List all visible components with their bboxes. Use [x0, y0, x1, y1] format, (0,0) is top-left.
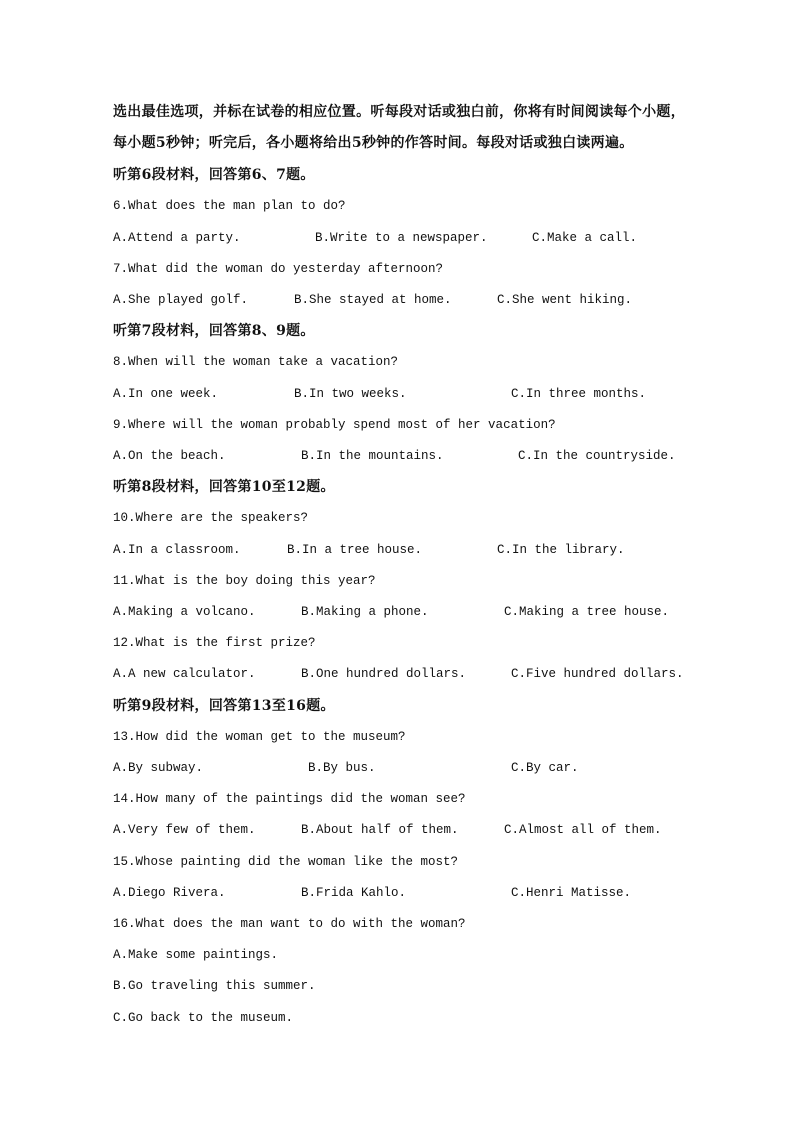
q8-option-c: C.In three months.: [511, 387, 647, 401]
question-12: 12.What is the first prize?: [113, 636, 316, 650]
q7-option-a: A.She played golf.: [113, 293, 249, 307]
q13-option-a: A.By subway.: [113, 761, 204, 775]
q15-option-a: A.Diego Rivera.: [113, 886, 226, 900]
q13-option-c: C.By car.: [511, 761, 579, 775]
q14-option-a: A.Very few of them.: [113, 823, 256, 837]
question-14: 14.How many of the paintings did the woman see?: [113, 792, 466, 806]
q15-option-c: C.Henri Matisse.: [511, 886, 632, 900]
question-13: 13.How did the woman get to the museum?: [113, 730, 406, 744]
q10-option-c: C.In the library.: [497, 543, 625, 557]
q9-option-c: C.In the countryside.: [518, 449, 676, 463]
q8-option-b: B.In two weeks.: [294, 387, 407, 401]
instructions-line-1: 选出最佳选项，并标在试卷的相应位置。听每段对话或独白前，你将有时间阅读每个小题，: [113, 104, 685, 120]
question-7: 7.What did the woman do yesterday afternoon?: [113, 262, 444, 276]
section-heading-6-7: 听第6段材料，回答第6、7题。: [113, 167, 315, 183]
q11-option-b: B.Making a phone.: [301, 605, 429, 619]
section-heading-8-9: 听第7段材料，回答第8、9题。: [113, 323, 315, 339]
q16-option-b: B.Go traveling this summer.: [113, 979, 316, 993]
question-8: 8.When will the woman take a vacation?: [113, 355, 399, 369]
section-heading-10-12: 听第8段材料，回答第10至12题。: [113, 479, 335, 495]
question-10: 10.Where are the speakers?: [113, 511, 309, 525]
q10-option-a: A.In a classroom.: [113, 543, 241, 557]
q13-option-b: B.By bus.: [308, 761, 376, 775]
q8-option-a: A.In one week.: [113, 387, 219, 401]
question-9: 9.Where will the woman probably spend most of her vacation?: [113, 418, 556, 432]
question-15: 15.Whose painting did the woman like the most?: [113, 855, 459, 869]
q14-option-c: C.Almost all of them.: [504, 823, 662, 837]
q10-option-b: B.In a tree house.: [287, 543, 423, 557]
q12-option-b: B.One hundred dollars.: [301, 667, 467, 681]
section-heading-13-16: 听第9段材料，回答第13至16题。: [113, 698, 335, 714]
q6-option-a: A.Attend a party.: [113, 231, 241, 245]
q7-option-b: B.She stayed at home.: [294, 293, 452, 307]
question-11: 11.What is the boy doing this year?: [113, 574, 376, 588]
q11-option-a: A.Making a volcano.: [113, 605, 256, 619]
q12-option-a: A.A new calculator.: [113, 667, 256, 681]
q16-option-a: A.Make some paintings.: [113, 948, 279, 962]
question-6: 6.What does the man plan to do?: [113, 199, 346, 213]
q14-option-b: B.About half of them.: [301, 823, 459, 837]
q6-option-b: B.Write to a newspaper.: [315, 231, 488, 245]
q16-option-c: C.Go back to the museum.: [113, 1011, 294, 1025]
question-16: 16.What does the man want to do with the woman?: [113, 917, 466, 931]
q12-option-c: C.Five hundred dollars.: [511, 667, 684, 681]
q11-option-c: C.Making a tree house.: [504, 605, 670, 619]
q15-option-b: B.Frida Kahlo.: [301, 886, 407, 900]
q6-option-c: C.Make a call.: [532, 231, 638, 245]
instructions-line-2: 每小题5秒钟；听完后，各小题将给出5秒钟的作答时间。每段对话或独白读两遍。: [113, 135, 634, 151]
q9-option-a: A.On the beach.: [113, 449, 226, 463]
q7-option-c: C.She went hiking.: [497, 293, 633, 307]
q9-option-b: B.In the mountains.: [301, 449, 444, 463]
